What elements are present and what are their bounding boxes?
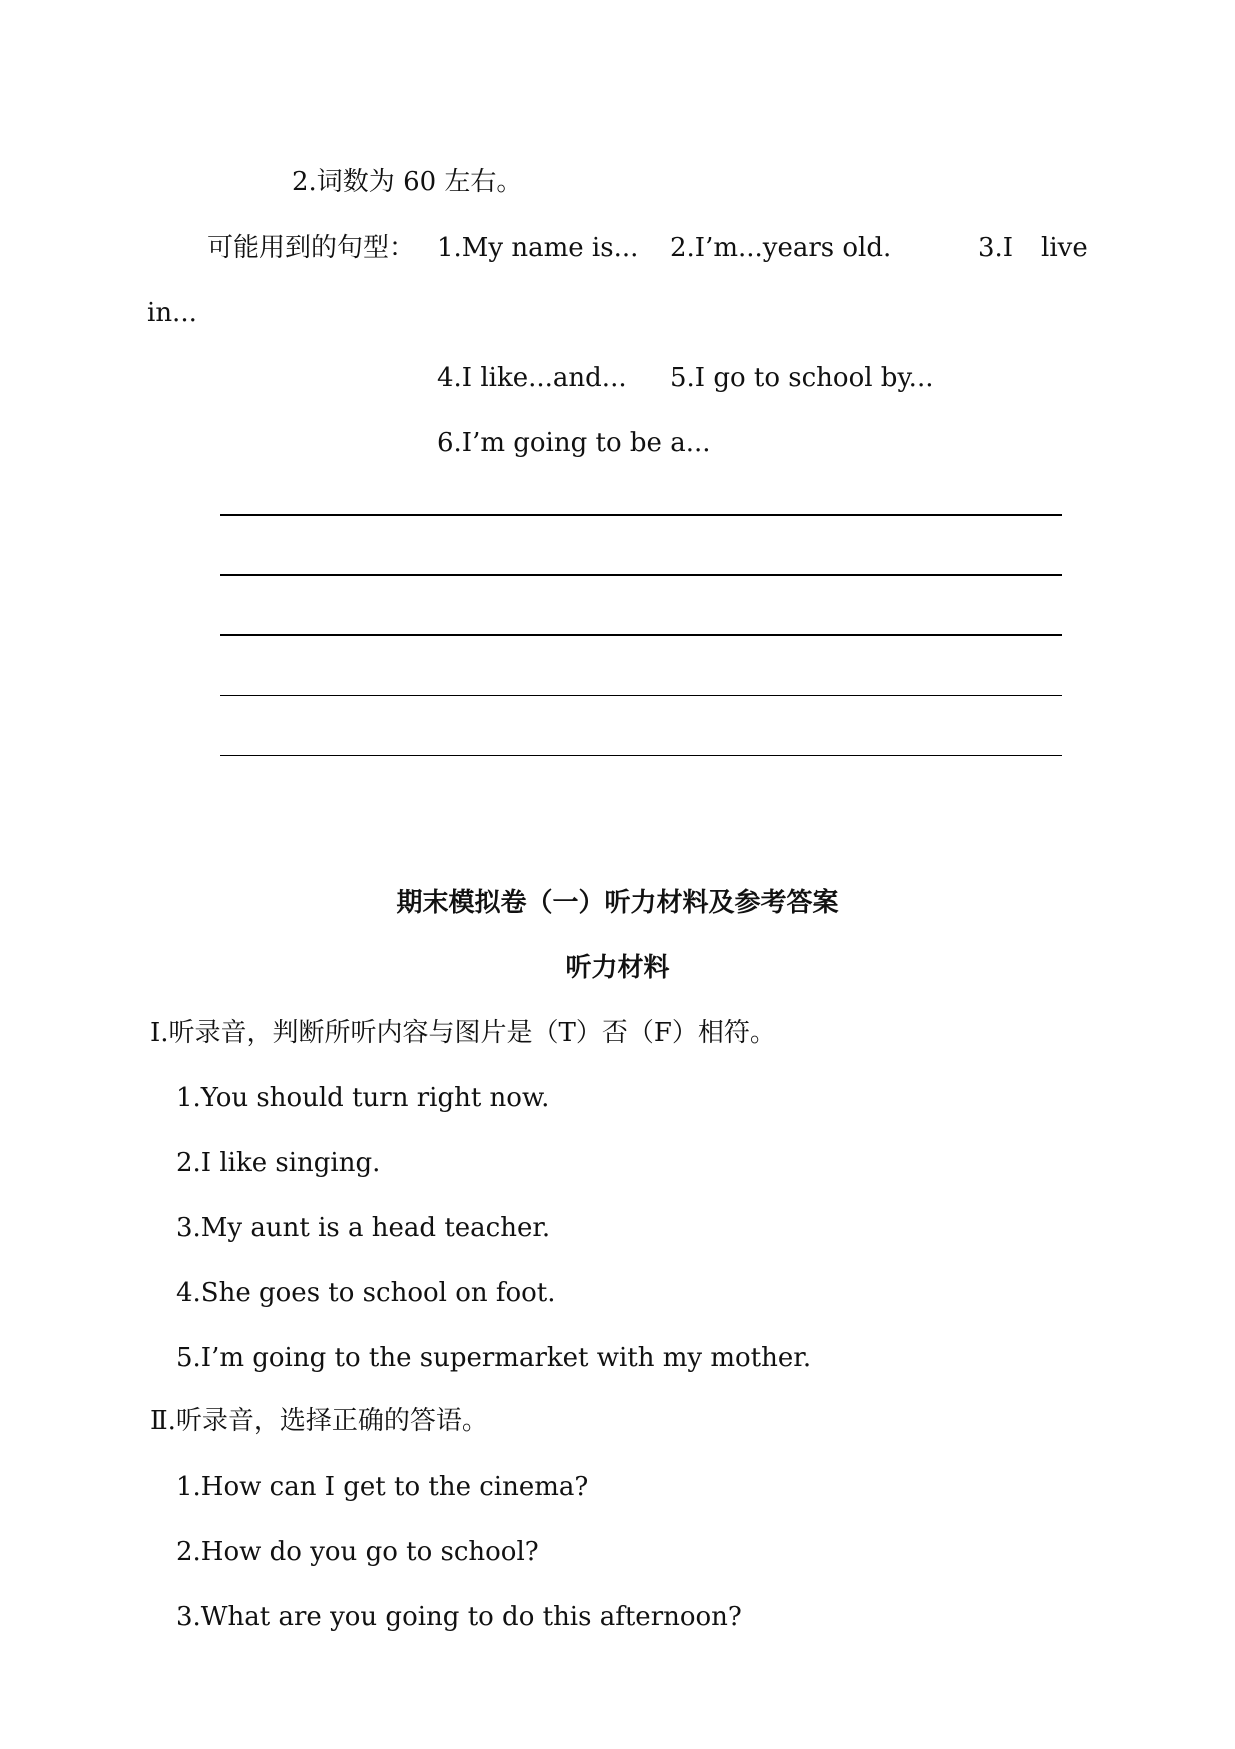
list-item: 1.How can I get to the cinema? [176,1472,589,1502]
pattern-6: 6.I’m going to be a... [437,428,711,458]
pattern-3-part-c: in... [147,298,197,328]
writing-line [220,755,1062,756]
list-item: 4.She goes to school on foot. [176,1278,556,1308]
list-item: 3.My aunt is a head teacher. [176,1213,551,1243]
answer-key-title: 期末模拟卷（一）听力材料及参考答案 [396,888,839,918]
writing-line [220,634,1062,636]
writing-line [220,514,1062,516]
list-item: 2.I like singing. [176,1148,381,1178]
pattern-5: 5.I go to school by... [670,363,934,393]
section-1-heading: Ⅰ.听录音，判断所听内容与图片是（T）否（F）相符。 [150,1018,776,1048]
list-item: 2.How do you go to school? [176,1537,539,1567]
list-item: 3.What are you going to do this afternoon? [176,1602,742,1632]
pattern-3-part-b: live [1041,233,1088,263]
writing-line [220,574,1062,576]
writing-line [220,695,1062,696]
pattern-2: 2.I’m...years old. [670,233,892,263]
pattern-3-part-a: 3.I [978,233,1014,263]
patterns-intro: 可能用到的句型： [207,233,416,263]
list-item: 1.You should turn right now. [176,1083,550,1113]
pattern-4: 4.I like...and... [437,363,627,393]
list-item: 5.I’m going to the supermarket with my mother. [176,1343,812,1373]
answer-key-subtitle: 听力材料 [565,953,670,983]
word-count-requirement: 2.词数为 60 左右。 [292,167,523,197]
section-2-heading: Ⅱ.听录音，选择正确的答语。 [150,1406,488,1436]
pattern-1: 1.My name is... [437,233,639,263]
